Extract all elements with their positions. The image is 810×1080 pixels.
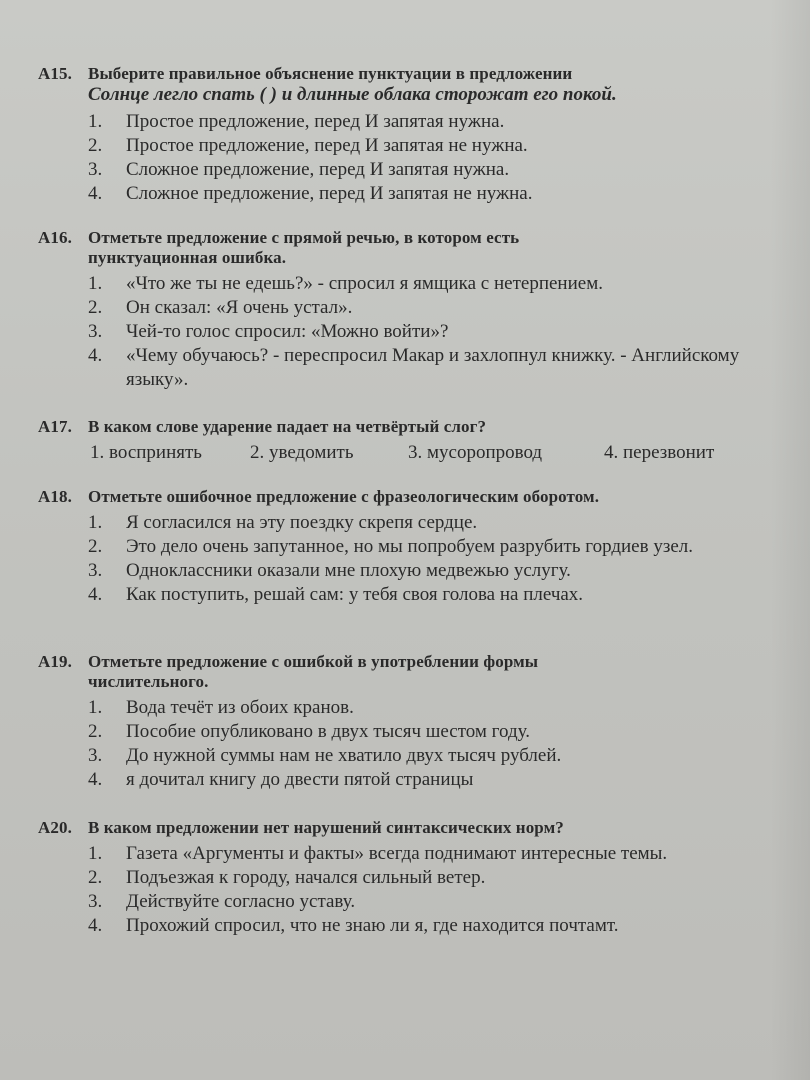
option — [38, 559, 790, 583]
question-heading — [38, 487, 790, 507]
option-number: 2. — [88, 721, 103, 742]
question-a15 — [38, 64, 790, 206]
option-text: уведомить — [269, 442, 354, 463]
question-text: В каком предложении нет нарушений синтаксических норм? — [88, 818, 564, 837]
question-number: A16. — [38, 228, 72, 247]
question-text-continued: числительного. — [88, 672, 209, 691]
option-number: 2. — [88, 297, 103, 318]
option-text: Вода течёт из обоих кранов. — [126, 697, 354, 718]
option-text: «Что же ты не едешь?» - спросил я ямщика с нетерпением. — [126, 273, 603, 294]
question-text: Отметьте ошибочное предложение с фразеологическим оборотом. — [88, 487, 600, 506]
question-number: A18. — [38, 487, 72, 506]
option-number: 4. — [88, 769, 103, 790]
question-heading — [38, 417, 790, 437]
option — [38, 914, 790, 938]
option-number: 1. — [88, 111, 103, 132]
options-list — [38, 696, 790, 792]
option — [38, 890, 790, 914]
options-list — [38, 511, 790, 607]
option — [38, 320, 790, 344]
options-list — [38, 110, 790, 206]
option — [38, 768, 790, 792]
question-a16 — [38, 228, 790, 392]
option-number: 4. — [88, 183, 103, 204]
option — [38, 696, 790, 720]
question-a20 — [38, 818, 790, 938]
question-a17 — [38, 417, 790, 465]
question-number: A17. — [38, 417, 72, 436]
option-number: 2. — [250, 442, 265, 463]
option — [38, 134, 790, 158]
option-number: 3. — [88, 745, 103, 766]
option — [38, 344, 790, 392]
option-text: Простое предложение, перед И запятая нужна. — [126, 111, 505, 132]
option-number: 4. — [604, 442, 619, 463]
option — [38, 110, 790, 134]
options-list — [38, 272, 790, 392]
option-number: 3. — [88, 321, 103, 342]
option-text: До нужной суммы нам не хватило двух тысяч рублей. — [126, 745, 562, 766]
option-text: Подъезжая к городу, начался сильный ветер. — [126, 867, 486, 888]
option — [38, 511, 790, 535]
option-text: перезвонит — [623, 442, 715, 463]
option-number: 1. — [88, 512, 103, 533]
option — [38, 842, 790, 866]
option — [408, 441, 604, 465]
option — [38, 583, 790, 607]
option-text: я дочитал книгу до двести пятой страницы — [126, 769, 474, 790]
option — [38, 158, 790, 182]
quoted-sentence: Солнце легло спать ( ) и длинные облака сторожат его покой. — [88, 84, 617, 105]
option — [38, 744, 790, 768]
option-text: Как поступить, решай сам: у тебя своя голова на плечах. — [126, 584, 584, 605]
option-text: Он сказал: «Я очень устал». — [126, 297, 353, 318]
option-text: Действуйте согласно уставу. — [126, 891, 356, 912]
option-text: Сложное предложение, перед И запятая не нужна. — [126, 183, 533, 204]
question-a19 — [38, 652, 790, 792]
option-number: 2. — [88, 867, 103, 888]
option-number: 3. — [408, 442, 423, 463]
option — [250, 441, 408, 465]
option — [38, 272, 790, 296]
option-text: воспринять — [109, 442, 202, 463]
question-heading — [38, 818, 790, 838]
question-number: A19. — [38, 652, 72, 671]
option-number: 1. — [88, 697, 103, 718]
options-list — [38, 842, 790, 938]
question-text: Выберите правильное объяснение пунктуации в предложении — [88, 64, 573, 83]
option — [90, 441, 250, 465]
option-text: Простое предложение, перед И запятая не нужна. — [126, 135, 528, 156]
option-text: Пособие опубликовано в двух тысяч шестом году. — [126, 721, 530, 742]
option-number: 2. — [88, 135, 103, 156]
question-heading — [38, 228, 790, 248]
option — [38, 866, 790, 890]
option — [604, 441, 714, 465]
option-number: 1. — [90, 442, 105, 463]
option-number: 2. — [88, 536, 103, 557]
option-text: Чей-то голос спросил: «Можно войти»? — [126, 321, 449, 342]
option-number: 3. — [88, 159, 103, 180]
option-number: 3. — [88, 891, 103, 912]
option-text: Я согласился на эту поездку скрепя сердце. — [126, 512, 478, 533]
option-text: Одноклассники оказали мне плохую медвежью услугу. — [126, 560, 571, 581]
question-number: A15. — [38, 64, 72, 83]
option-number: 4. — [88, 345, 103, 366]
page-edge-shadow — [770, 0, 810, 1080]
option — [38, 535, 790, 559]
option-number: 4. — [88, 915, 103, 936]
question-heading — [38, 652, 790, 672]
question-heading — [38, 64, 790, 84]
option-text: мусоропровод — [427, 442, 543, 463]
option — [38, 182, 790, 206]
option — [38, 296, 790, 320]
option-number: 1. — [88, 273, 103, 294]
option-number: 3. — [88, 560, 103, 581]
question-text: В каком слове ударение падает на четвёртый слог? — [88, 417, 487, 436]
question-number: A20. — [38, 818, 72, 837]
option-text: «Чему обучаюсь? - переспросил Макар и захлопнул книжку. - Английскому языку». — [126, 345, 740, 390]
option-text: Прохожий спросил, что не знаю ли я, где находится почтамт. — [126, 915, 619, 936]
option — [38, 720, 790, 744]
question-text: Отметьте предложение с ошибкой в употреблении формы — [88, 652, 539, 671]
option-number: 4. — [88, 584, 103, 605]
question-a18 — [38, 487, 790, 607]
options-row — [38, 441, 790, 465]
option-text: Это дело очень запутанное, но мы попробуем разрубить гордиев узел. — [126, 536, 693, 557]
question-text-continued: пунктуационная ошибка. — [88, 248, 287, 267]
option-text: Газета «Аргументы и факты» всегда поднимают интересные темы. — [126, 843, 668, 864]
option-number: 1. — [88, 843, 103, 864]
question-text: Отметьте предложение с прямой речью, в котором есть — [88, 228, 520, 247]
option-text: Сложное предложение, перед И запятая нужна. — [126, 159, 510, 180]
